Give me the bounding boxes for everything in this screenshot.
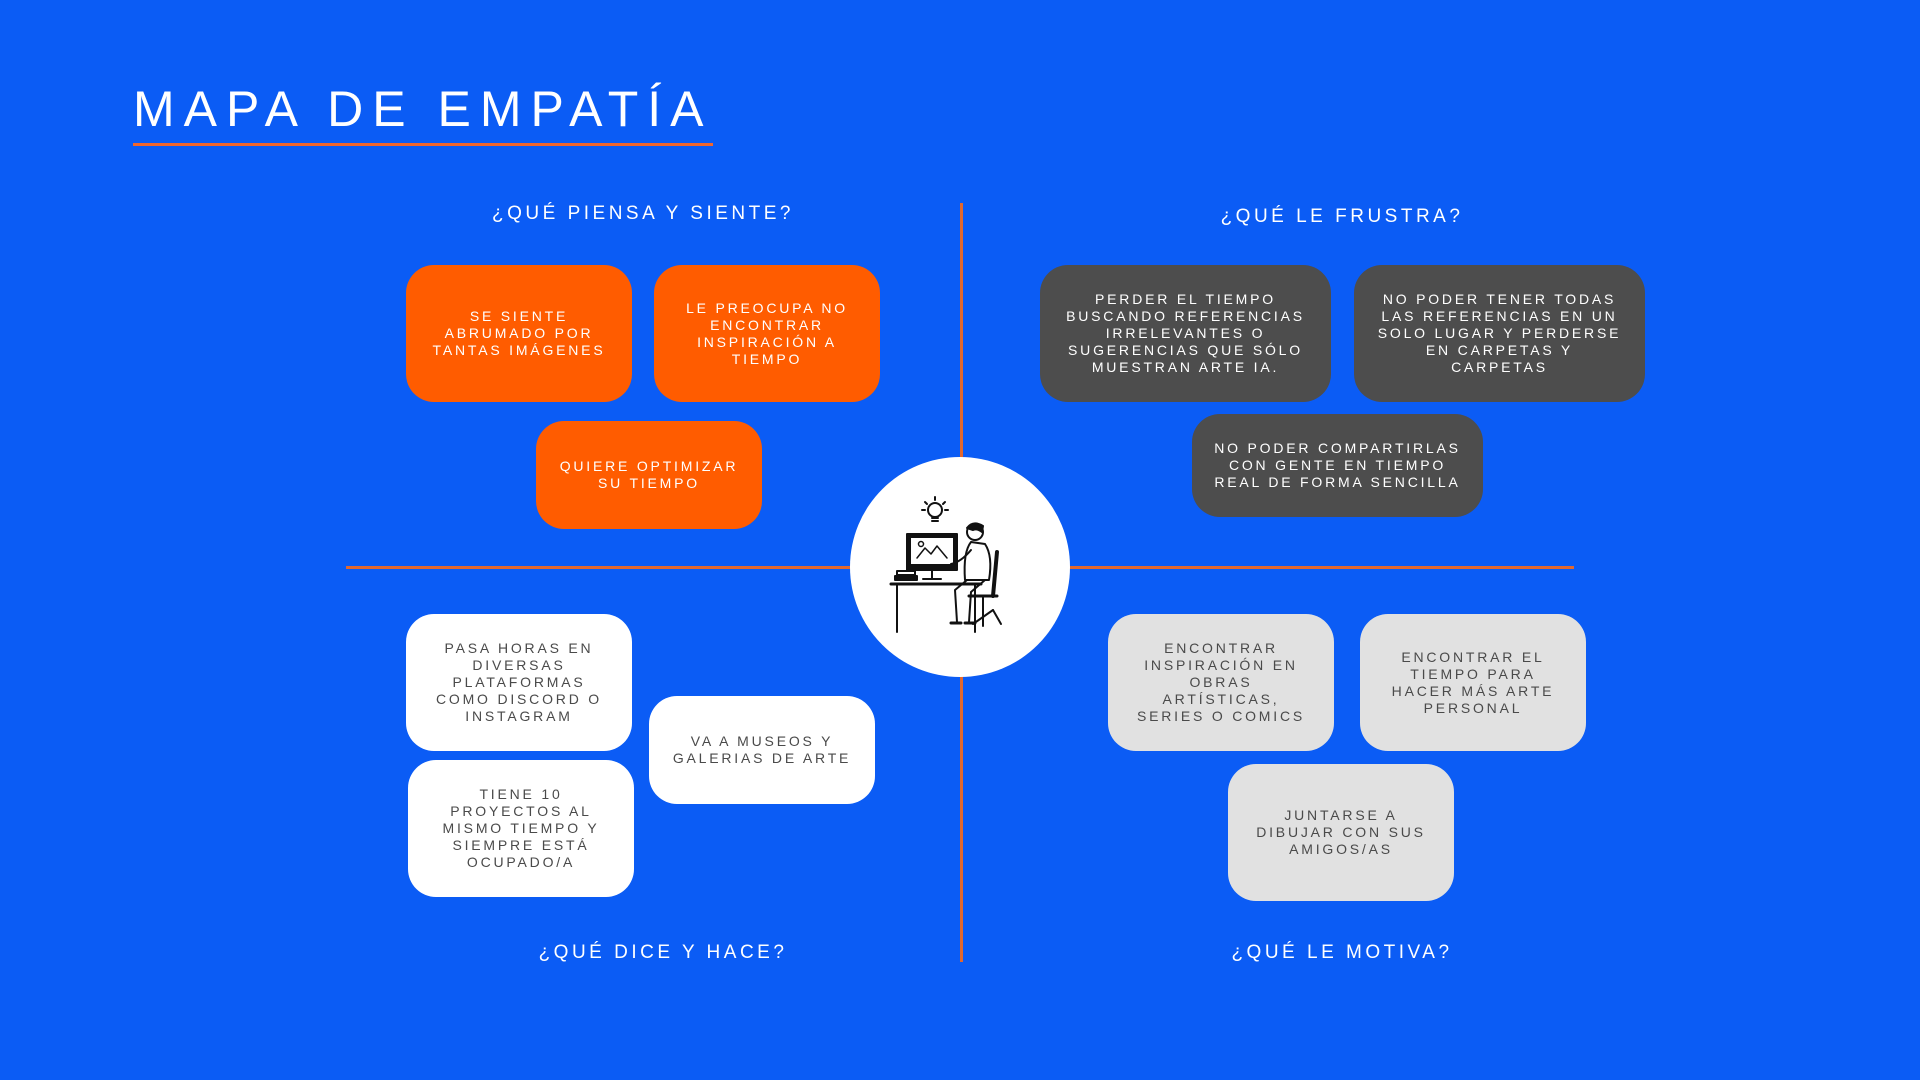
card-dice-3: TIENE 10 PROYECTOS AL MISMO TIEMPO Y SIEMPRE ESTÁ OCUPADO/A [408,760,634,897]
label-piensa-siente: ¿QUÉ PIENSA Y SIENTE? [492,203,794,224]
designer-at-computer-icon [885,492,1035,642]
label-motiva: ¿QUÉ LE MOTIVA? [1231,942,1453,963]
card-motiva-1: ENCONTRAR INSPIRACIÓN EN OBRAS ARTÍSTICAS, SERIES O COMICS [1108,614,1334,751]
card-piensa-2: LE PREOCUPA NO ENCONTRAR INSPIRACIÓN A TIEMPO [654,265,880,402]
card-piensa-1: SE SIENTE ABRUMADO POR TANTAS IMÁGENES [406,265,632,402]
card-frustra-1: PERDER EL TIEMPO BUSCANDO REFERENCIAS IRRELEVANTES O SUGERENCIAS QUE SÓLO MUESTRAN ARTE IA. [1040,265,1331,402]
card-motiva-3: JUNTARSE A DIBUJAR CON SUS AMIGOS/AS [1228,764,1454,901]
card-frustra-3: NO PODER COMPARTIRLAS CON GENTE EN TIEMPO REAL DE FORMA SENCILLA [1192,414,1483,517]
label-frustra: ¿QUÉ LE FRUSTRA? [1220,206,1464,227]
card-motiva-2: ENCONTRAR EL TIEMPO PARA HACER MÁS ARTE PERSONAL [1360,614,1586,751]
card-piensa-3: QUIERE OPTIMIZAR SU TIEMPO [536,421,762,529]
card-dice-1: PASA HORAS EN DIVERSAS PLATAFORMAS COMO DISCORD O INSTAGRAM [406,614,632,751]
label-dice-hace: ¿QUÉ DICE Y HACE? [538,942,788,963]
center-circle [850,457,1070,677]
card-frustra-2: NO PODER TENER TODAS LAS REFERENCIAS EN UN SOLO LUGAR Y PERDERSE EN CARPETAS Y CARPETAS [1354,265,1645,402]
page-title: MAPA DE EMPATÍA [133,82,713,146]
card-dice-2: VA A MUSEOS Y GALERIAS DE ARTE [649,696,875,804]
